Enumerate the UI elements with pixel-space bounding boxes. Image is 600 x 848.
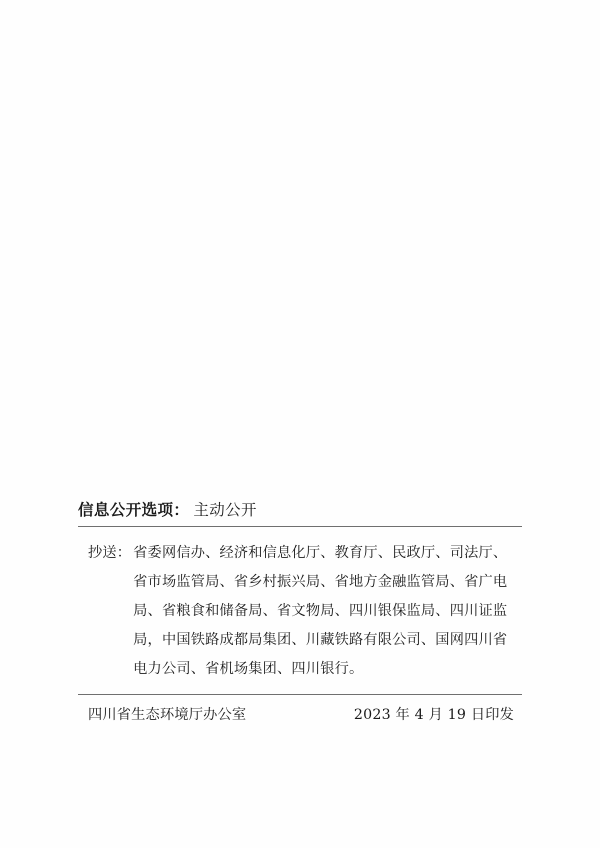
disclosure-option-row — [78, 498, 522, 526]
carbon-copy-recipients — [133, 539, 522, 684]
disclosure-option-value: 主动公开 — [193, 501, 257, 519]
issue-date: 2023 年 4 月 19 日印发 — [353, 707, 514, 723]
carbon-copy-line: 局、省粮食和储备局、省文物局、四川银保监局、四川证监 — [133, 603, 508, 619]
carbon-copy-line: 省委网信办、经济和信息化厅、教育厅、民政厅、司法厅、 — [133, 545, 508, 561]
carbon-copy-line: 电力公司、省机场集团、四川银行。 — [133, 661, 364, 677]
carbon-copy-block — [78, 527, 522, 694]
disclosure-option-label: 信息公开选项： — [78, 501, 190, 519]
carbon-copy-label: 抄送： — [88, 545, 132, 561]
carbon-copy-line: 局，中国铁路成都局集团、川藏铁路有限公司、国网四川省 — [133, 632, 508, 648]
issuer-row — [78, 695, 522, 724]
carbon-copy-line: 省市场监管局、省乡村振兴局、省地方金融监管局、省广电 — [133, 574, 508, 590]
carbon-copy-row — [78, 539, 522, 684]
issuer-name: 四川省生态环境厅办公室 — [88, 707, 247, 723]
document-footer-block — [78, 498, 522, 724]
